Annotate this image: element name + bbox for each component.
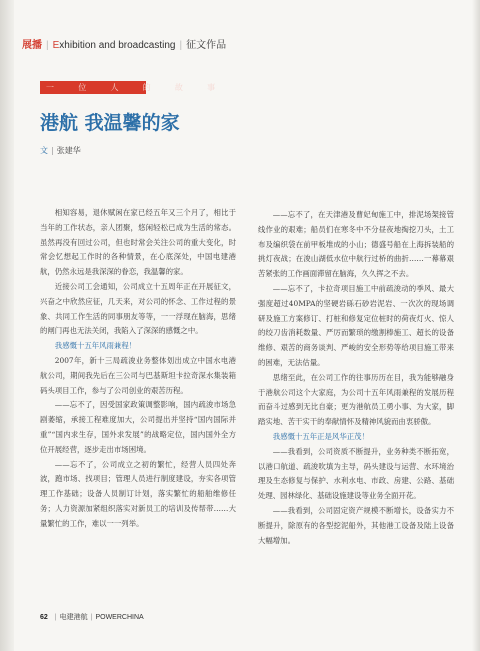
paragraph: ——忘不了，在天津港及曹妃甸施工中，排泥场架接管线作业的艰难；船员们在寒冬中不分昼夜地掏挖刀头，土工布及编织袋在前甲板堆成的小山；德盛号船在上海拆装船的挑灯夜战；在浚山湖低水位中航行过桥的曲折……一幕幕艰苦紧张的工作画面滞留在脑海，久久挥之不去。 [258,210,454,279]
spine-shadow [0,0,14,651]
section-title-initial: E [52,40,60,51]
section-heading: 我感慨十五年正是风华正茂！ [272,431,369,441]
article-title: 港航 我温馨的家 [40,112,180,134]
paragraph: ——忘不了，因受国家政策调整影响，国内疏浚市场急剧萎缩，承接工程难度加大，公司提出并坚持“国内国际并重”“国内求生存，国外求发展”的战略定位，国内国外全方位开展经营，逐步走出市场困境。 [40,400,236,454]
paragraph: ——我看到，公司固定资产规模不断增长，设备实力不断提升，除原有的各型挖泥船外，其他港工设备及陆上设备大幅增加。 [258,505,454,545]
magazine-name-cn: 电建港航 [59,614,88,621]
paragraph: ——我看到，公司资质不断提升，业务种类不断拓宽，以港口航道、疏浚吹填为主导，码头建设与运营、水环境治理及生态修复与保护、水利水电、市政、房建、公路、基础处理、园林绿化、基础设施建设等业务全面开花。 [258,446,454,501]
magazine-name-en: POWERCHINA [95,614,144,621]
topic-banner: 一 位 人 的 故 事 [40,81,146,94]
footer-separator: | [90,614,93,621]
page-edge-shadow [472,0,480,651]
header-separator: | [46,40,49,51]
paragraph: 思绪至此，在公司工作的往事历历在目，我为能够融身于港航公司这个大家庭，为公司十五年风雨兼程的发展历程而奋斗过感到无比自豪；更为港航员工勇小事、为大家，脚踏实地、苦干实干的奉献情怀及精神风貌而由衷骄傲。 [258,372,454,427]
paragraph: ——忘不了，公司成立之初的繁忙，经营人员四处奔波，跑市场、找项目；管理人员进行制度建设，夯实各项管理工作基础；设备人员制订计划，落实繁忙的船舶维修任务；人力资源加紧组织落实对新员工的培训及传帮带……大量繁忙的工作，难以一一列举。 [40,459,236,528]
section-header [22,36,226,51]
article-column-right [258,208,454,548]
section-category: 征文作品 [186,40,227,51]
section-title-en: xhibition and broadcasting [59,40,176,51]
page-footer [40,612,144,622]
paragraph: ——忘不了，卡拉奇项目施工中前疏浚动的季风、最大强度超过40MPA的坚硬岩砾石砂岩泥岩、一次次的现场调研及施工方案修订、打桩和修复定位桩时的荷夜灯火、惊人的绞刀齿消耗数量、严厉而繁琐的缴割棒施工、超长的设备维修、艰苦的商务谈判、严峻的安全形势等给项目施工带来的困难，无法估量。 [258,283,454,367]
byline-label: 文 [40,146,48,155]
section-heading: 我感慨十五年风雨兼程！ [54,341,137,351]
page-number: 62 [40,614,48,621]
header-separator: | [179,40,183,51]
paragraph: 近接公司工会通知，公司成立十五周年正在开展征文，兴奋之中欣然应征，几天来，对公司的怀念、工作过程的景象、共同工作生活的同事朋友等等，一一浮现在脑海，思绪的闸门再也无法关闭，我陷入了深深的感慨之中。 [40,281,236,336]
byline-separator: | [51,146,54,155]
author-name: 张建华 [56,146,81,155]
byline [40,145,81,156]
article-column-left [40,206,236,532]
section-brand: 展播 [22,40,42,51]
footer-separator: | [54,614,57,621]
paragraph: 2007年，新十三局疏浚业务整体划出成立中国水电港航公司，期间我先后在三公司与巴基斯坦卡拉奇深水集装箱码头项目工作，参与了公司创业的艰苦历程。 [40,355,236,395]
paragraph: 相知容易，退休赋闲在家已经五年又三个月了，相比于当年的工作状态，亲人团聚，悠闲轻松已成为生活的常态。虽然再没有回过公司，但也时常会关注公司的重大变化，时常会忆想起工作时的各种情景，在心底深处，中国电建港航，仍然永远是我深深的眷恋，我温馨的家。 [40,208,236,277]
